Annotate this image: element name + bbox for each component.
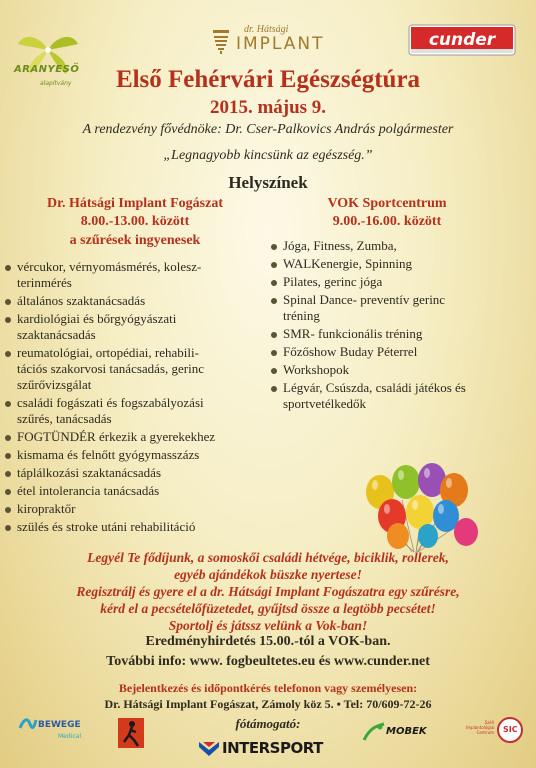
list-item <box>270 256 510 272</box>
list-item-label: Légvár, Csúszda, családi játékos és sportvetélkedők <box>283 380 466 411</box>
list-item-label: reumatológiai, ortopédiai, rehabili- tációs szakorvosi tanácsadás, gerinc szűrővizsgálat <box>17 345 204 392</box>
list-item <box>270 344 510 360</box>
list-item <box>4 447 272 463</box>
list-item <box>270 380 510 412</box>
bewege-logo-sub: Medical <box>58 733 81 740</box>
list-item <box>4 429 272 445</box>
list-item-label: családi fogászati és fogszabályozási szűrés, tanácsadás <box>17 395 204 426</box>
list-item <box>270 238 510 254</box>
mobek-logo <box>362 722 432 752</box>
aranyeso-logo-sub: alapítvány <box>40 80 72 87</box>
list-item-label: Főzőshow Buday Péterrel <box>283 344 418 359</box>
right-venue-name: VOK Sportcentrum <box>327 196 447 211</box>
list-item-label: táplálkozási szaktanácsadás <box>17 465 162 480</box>
list-item-label: Workshopok <box>283 362 350 377</box>
bewege-logo <box>14 714 86 750</box>
tooth-implant-icon <box>212 28 230 54</box>
list-item-label: kardiológiai és bőrgyógyászati szaktanácsadás <box>17 311 177 342</box>
right-activities-list <box>270 238 510 414</box>
left-services-list <box>4 259 272 537</box>
list-item <box>270 274 510 290</box>
list-item <box>4 259 272 291</box>
fitness-logo-icon <box>118 718 144 748</box>
sic-logo-text: SIC <box>503 725 518 734</box>
left-venue-time: 8.00.-13.00. között <box>80 214 190 229</box>
list-item-label: kiropraktőr <box>17 501 76 516</box>
list-item <box>4 465 272 481</box>
sic-logo-small-text: Széll Implantológiai Centrum <box>466 720 495 735</box>
mobek-runner-icon <box>362 722 386 742</box>
list-item <box>270 362 510 378</box>
list-item-label: Spinal Dance- preventív gerinc tréning <box>283 292 446 323</box>
list-item <box>270 326 510 342</box>
implant-logo-main: IMPLANT <box>236 34 325 54</box>
bewege-wave-icon <box>18 714 38 734</box>
intersport-logo-text: INTERSPORT <box>222 739 323 757</box>
intersport-logo <box>198 738 338 760</box>
event-patron: A rendezvény fővédnöke: Dr. Cser-Palkovics András polgármester <box>82 122 454 137</box>
list-item-label: szülés és stroke utáni rehabilitáció <box>17 519 196 534</box>
list-item-label: Jóga, Fitness, Zumba, <box>283 238 397 253</box>
list-item <box>4 483 272 499</box>
list-item-label: vércukor, vérnyomásmérés, kolesz- terinmérés <box>17 259 202 290</box>
event-motto: „Legnagyobb kincsünk az egészség.” <box>163 148 373 163</box>
list-item <box>270 292 510 324</box>
cunder-logo-icon <box>408 24 516 56</box>
results-text: Eredményhirdetés 15.00.-tól a VOK-ban. <box>145 634 391 649</box>
list-item <box>4 311 272 343</box>
event-title: Első Fehérvári Egészségtúra <box>115 66 421 93</box>
right-venue-time: 9.00.-16.00. között <box>332 214 442 229</box>
left-venue-name: Dr. Hátsági Implant Fogászat <box>46 196 224 211</box>
prize-text: Legyél Te fődíjunk, a somoskői családi hétvége, biciklik, rollerek, egyéb ajándékok büszke nyertese! <box>87 550 449 582</box>
play-text: Sportolj és játssz velünk a Vok-ban! <box>168 618 368 633</box>
mobek-logo-text: MOBEK <box>386 726 427 737</box>
list-item <box>4 519 272 535</box>
implant-logo-prefix: dr. Hátsági <box>244 24 289 35</box>
intersport-mark-icon <box>198 741 220 757</box>
bewege-logo-text: BEWEGE <box>38 720 81 730</box>
list-item-label: Pilates, gerinc jóga <box>283 274 383 289</box>
stamp-text: kérd el a pecsételőfüzetedet, gyűjtsd össze a legtöbb pecsétet! <box>100 601 436 616</box>
left-venue-note: a szűrések ingyenesek <box>69 233 201 248</box>
balloons-illustration <box>362 440 480 554</box>
registration-text: Bejelentkezés és időpontkérés telefonon vagy személyesen: <box>118 681 418 695</box>
register-text: Regisztrálj és gyere el a dr. Hátsági Implant Fogászatra egy szűrésre, <box>76 584 460 599</box>
venues-heading: Helyszínek <box>228 173 308 192</box>
sic-logo <box>466 716 526 752</box>
list-item <box>4 293 272 309</box>
list-item-label: FOGTÜNDÉR érkezik a gyerekekhez <box>17 429 216 444</box>
list-item-label: étel intolerancia tanácsadás <box>17 483 160 498</box>
list-item <box>4 395 272 427</box>
address-text: Dr. Hátsági Implant Fogászat, Zámoly köz 5. • Tel: 70/609-72-26 <box>104 697 432 711</box>
event-date: 2015. május 9. <box>209 97 327 118</box>
main-sponsor-label: fótámogató: <box>235 716 301 731</box>
aranyeso-logo-text: ARANYESŐ <box>14 64 80 75</box>
list-item-label: kismama és felnőtt gyógymasszázs <box>17 447 200 462</box>
list-item-label: SMR- funkcionális tréning <box>283 326 423 341</box>
list-item <box>4 345 272 393</box>
list-item <box>4 501 272 517</box>
list-item-label: WALKenergie, Spinning <box>283 256 413 271</box>
cunder-logo-text: cunder <box>428 30 496 50</box>
list-item-label: általános szaktanácsadás <box>17 293 146 308</box>
info-text: További info: www. fogbeultetes.eu és www.cunder.net <box>106 654 430 669</box>
